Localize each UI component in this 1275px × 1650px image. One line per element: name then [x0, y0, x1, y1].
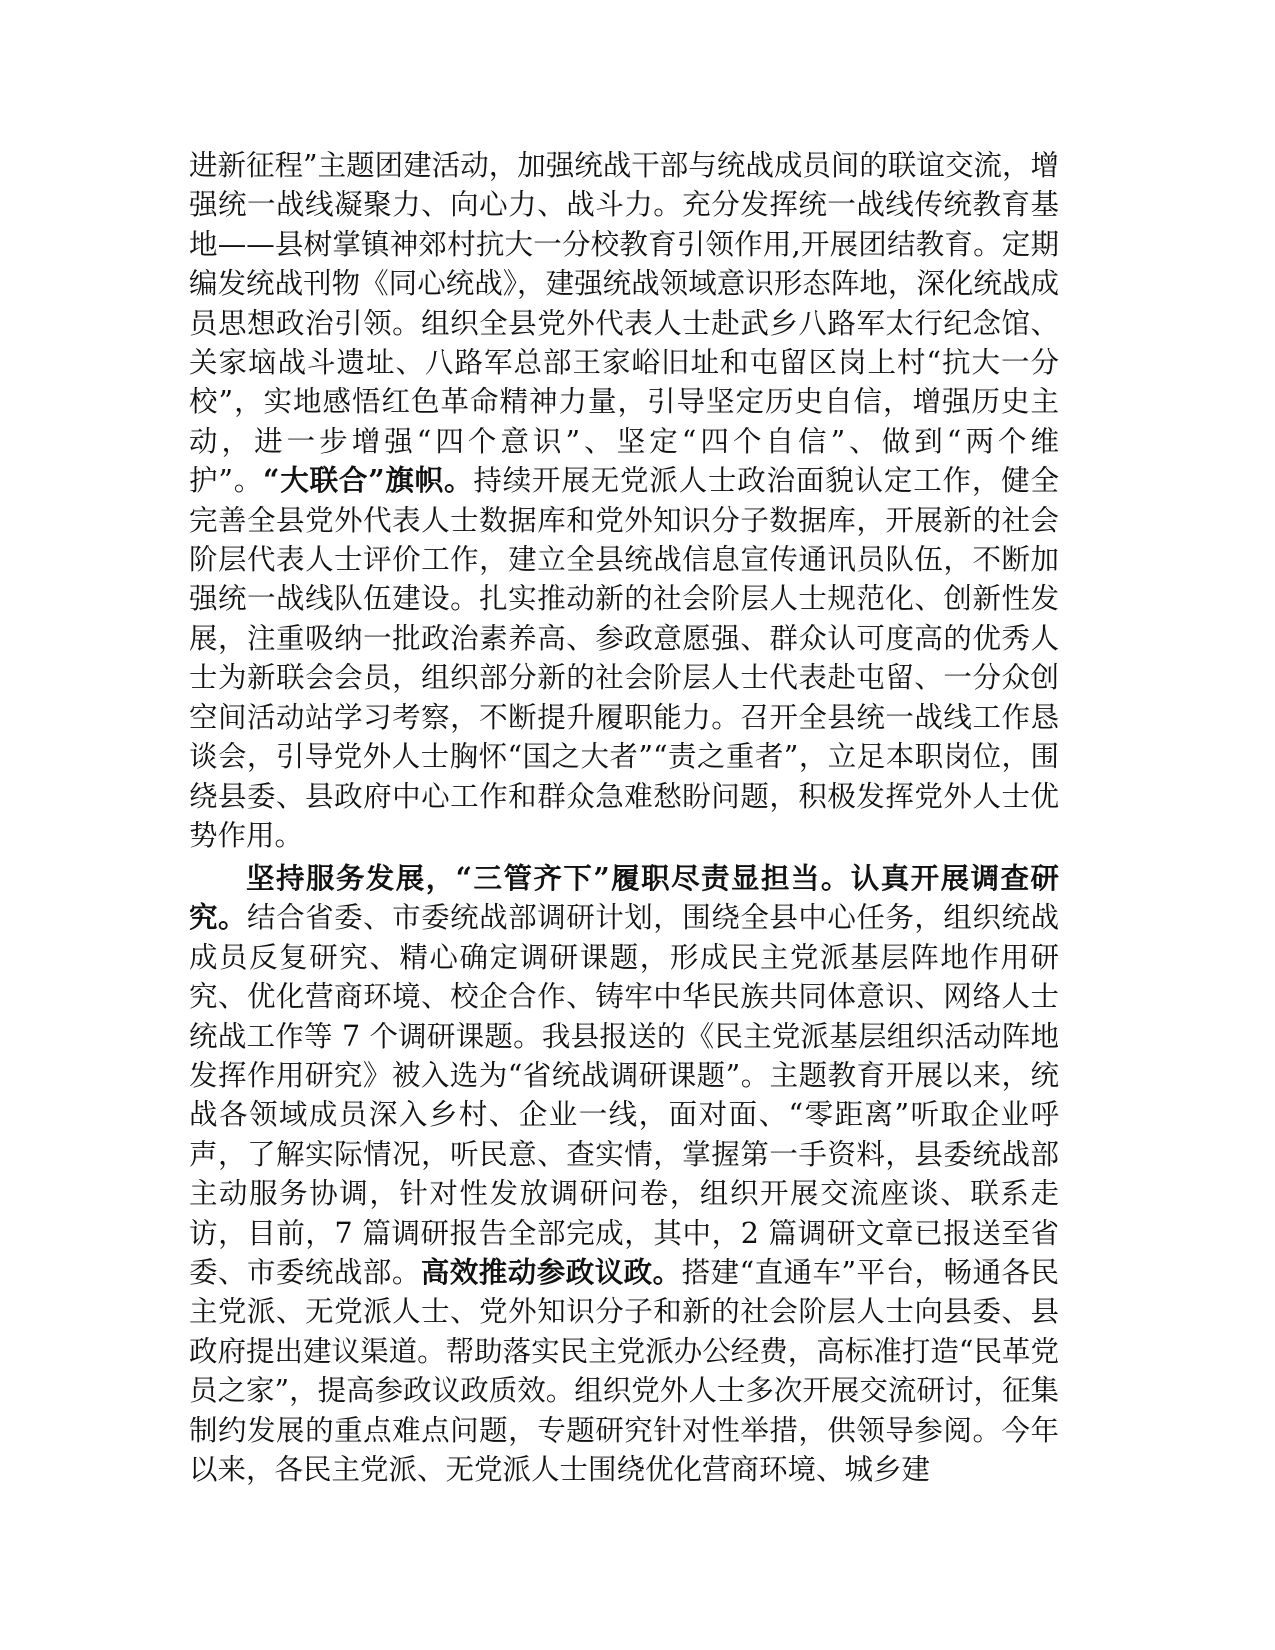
paragraph-2-bold-heading: 坚持服务发展，“三管齐下”履职尽责显担当。认真开展调查研究。 — [189, 861, 1059, 935]
paragraph-2-bold-subheading: 高效推动参政议政。 — [420, 1255, 682, 1290]
paragraph-2-text-cont: 搭建“直通车”平台，畅通各民主党派、无党派人士、党外知识分子和新的社会阶层人士向县委、县政府提出建议渠道。帮助落实民主党派办公经费，高标准打造“民革党员之家”，提高参政议政质效。组织党外人士多次开展交流研讨，征集制约发展的重点难点问题，专题研究针对性举措，供领导参阅。今年以来，各民主党派、无党派人士围绕优化营商环境、城乡建 — [189, 1256, 1059, 1487]
paragraph-2 — [189, 859, 1059, 1490]
paragraph-1-text-cont: 持续开展无党派人士政治面貌认定工作，健全完善全县党外代表人士数据库和党外知识分子数据库，开展新的社会阶层代表人士评价工作，建立全县统战信息宣传通讯员队伍，不断加强统一战线队伍建设。扎实推动新的社会阶层人士规范化、创新性发展，注重吸纳一批政治素养高、参政意愿强、群众认可度高的优秀人士为新联会会员，组织部分新的社会阶层人士代表赴屯留、一分众创空间活动站学习考察，不断提升履职能力。召开全县统一战线工作恳谈会，引导党外人士胸怀“国之大者”“责之重者”，立足本职岗位，围绕县委、县政府中心工作和群众急难愁盼问题，积极发挥党外人士优势作用。 — [189, 464, 1059, 852]
paragraph-1-bold-heading: “大联合”旗帜。 — [263, 463, 474, 498]
paragraph-2-text: 结合省委、市委统战部调研计划，围绕全县中心任务，组织统战成员反复研究、精心确定调研课题，形成民主党派基层阵地作用研究、优化营商环境、校企合作、铸牢中华民族共同体意识、网络人士统战工作等 7 个调研课题。我县报送的《民主党派基层组织活动阵地发挥作用研究》被入选为“省统战调研课题”。主题教育开展以来，统战各领域成员深入乡村、企业一线，面对面、“零距离”听取企业呼声，了解实际情况，听民意、查实情，掌握第一手资料，县委统战部主动服务协调，针对性发放调研问卷，组织开展交流座谈、联系走访，目前，7 篇调研报告全部完成，其中，2 篇调研文章已报送至省委、市委统战部。 — [189, 901, 1059, 1290]
paragraph-1-text: 进新征程”主题团建活动，加强统战干部与统战成员间的联谊交流，增强统一战线凝聚力、向心力、战斗力。充分发挥统一战线传统教育基地——县树掌镇神郊村抗大一分校教育引领作用,开展团结教育。定期编发统战刊物《同心统战》，建强统战领域意识形态阵地，深化统战成员思想政治引领。组织全县党外代表人士赴武乡八路军太行纪念馆、关家垴战斗遗址、八路军总部王家峪旧址和屯留区岗上村“抗大一分校”，实地感悟红色革命精神力量，引导坚定历史自信，增强历史主动，进一步增强“四个意识”、坚定“四个自信”、做到“两个维护”。 — [189, 149, 1059, 498]
paragraph-1 — [189, 146, 1059, 855]
